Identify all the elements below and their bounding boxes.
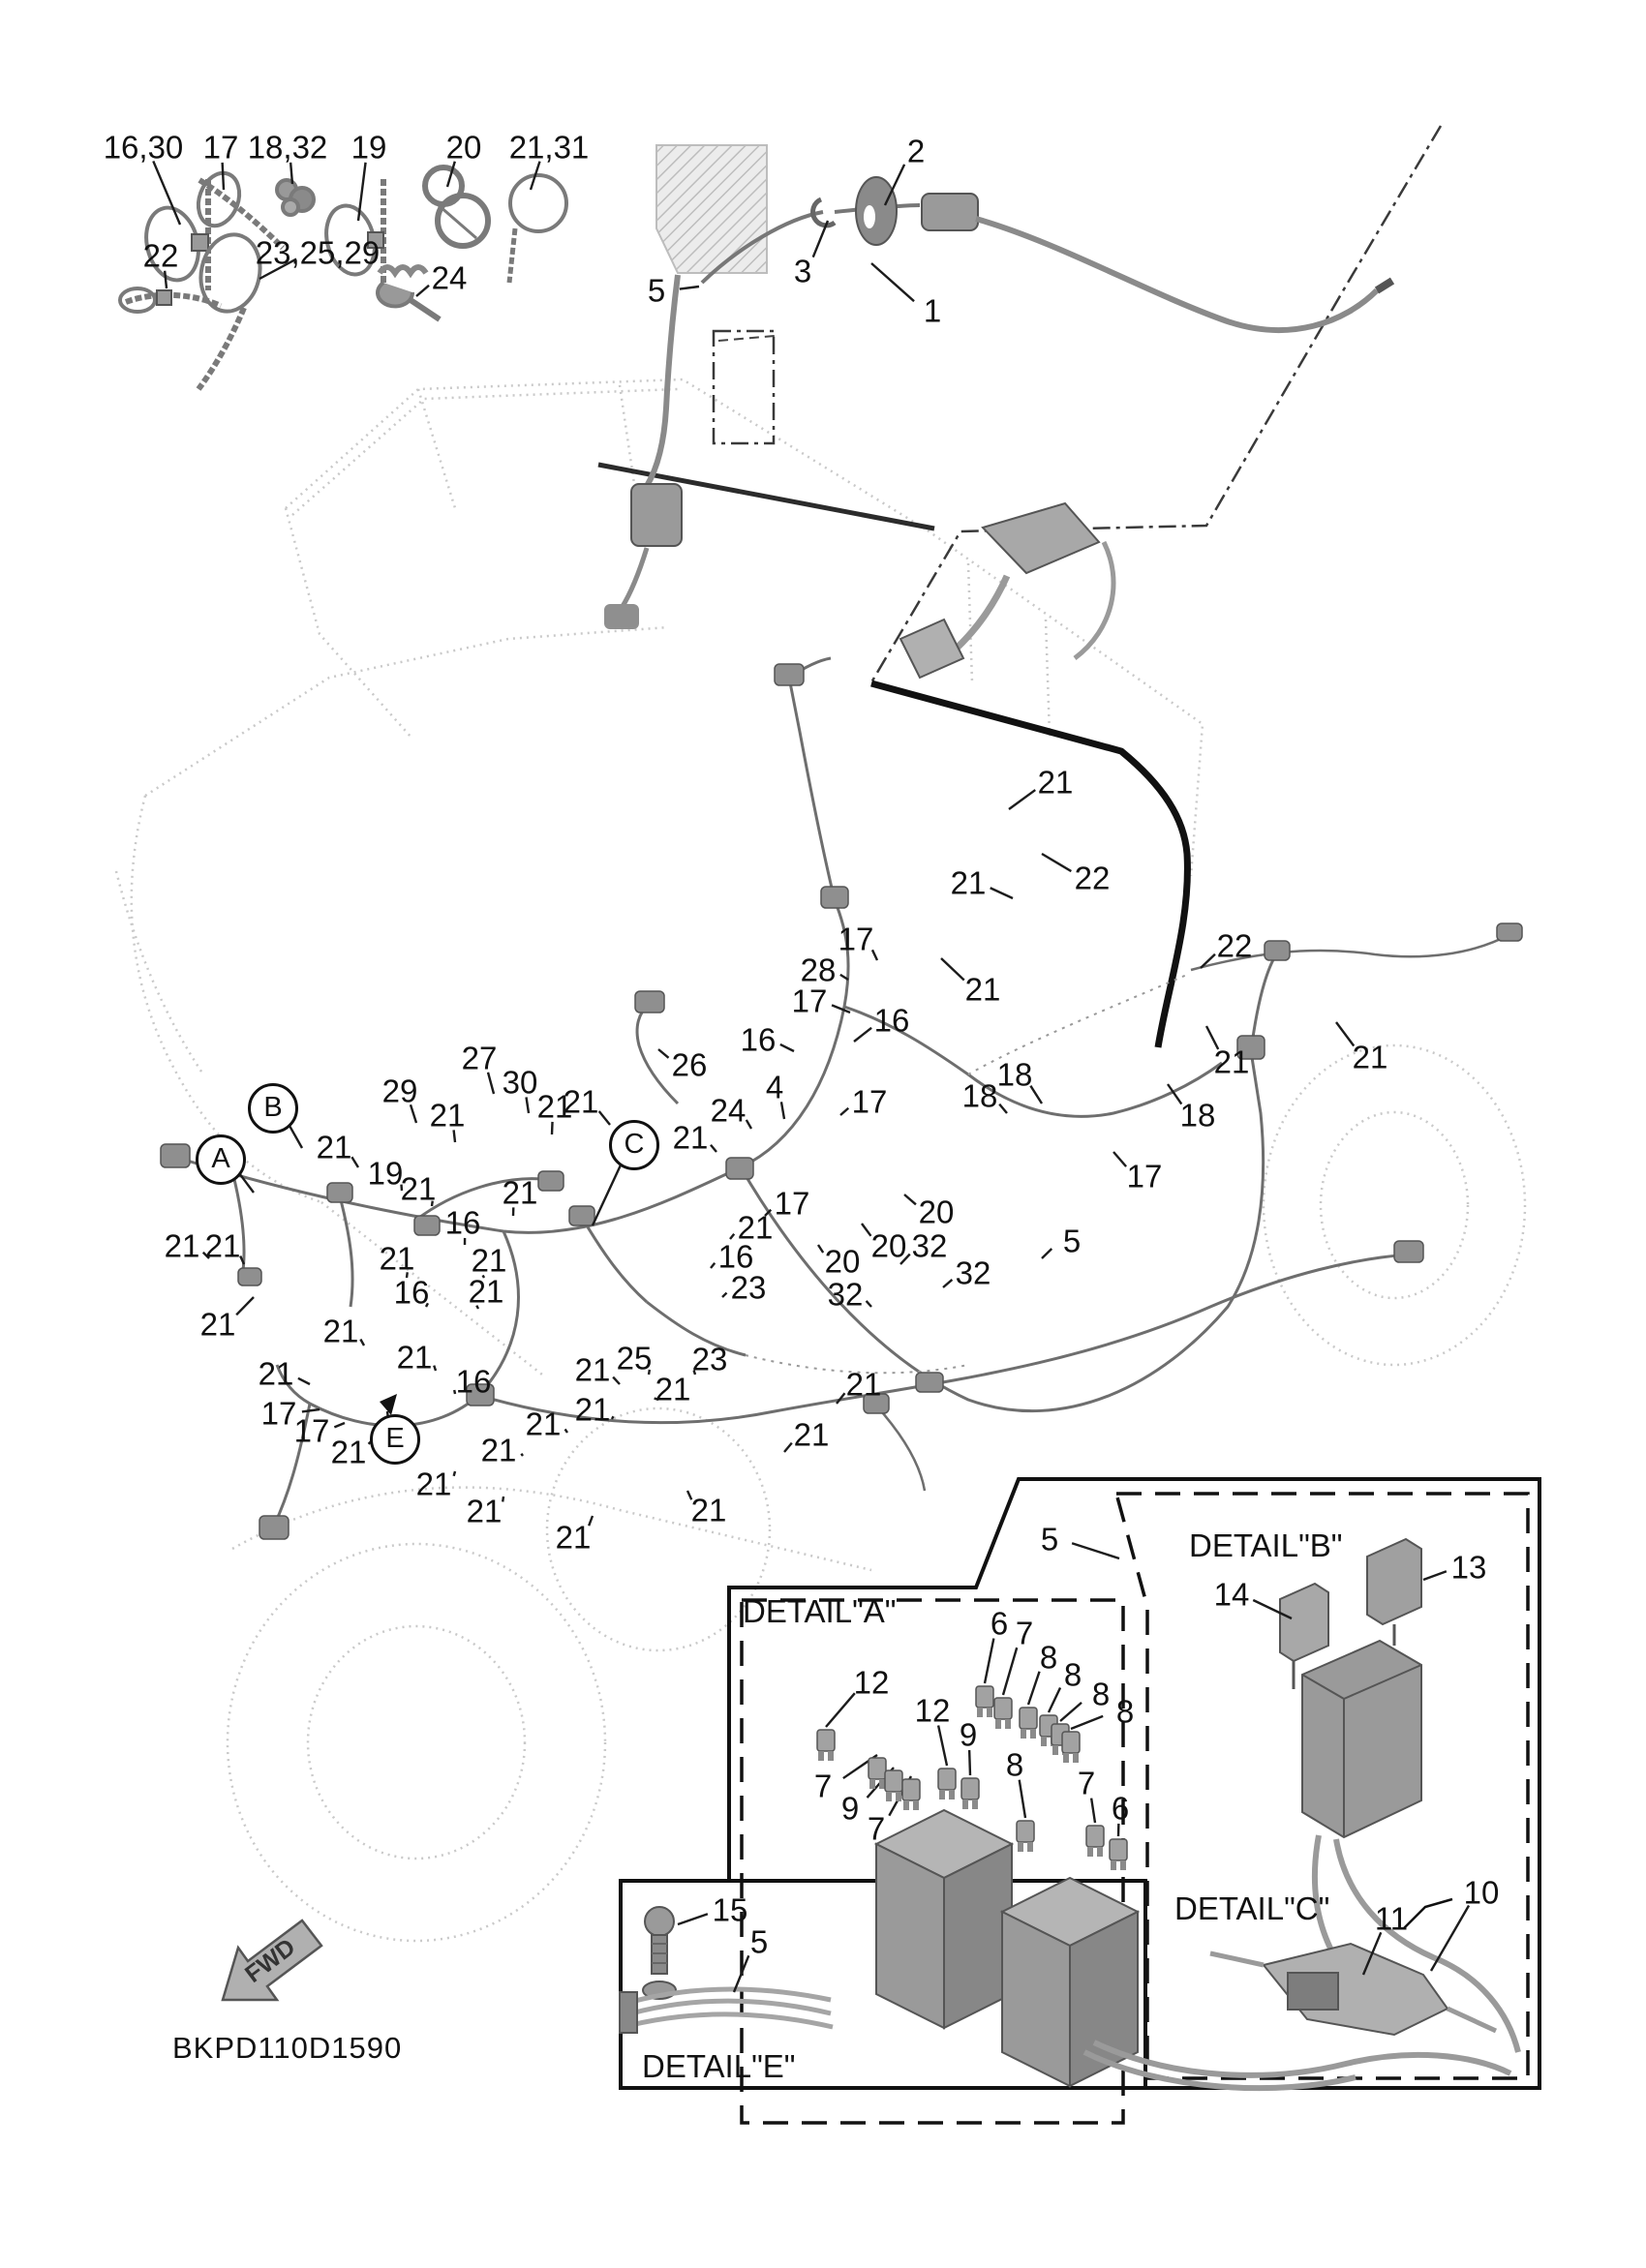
section-circle-label: C xyxy=(609,1120,659,1170)
callout-label: 21 xyxy=(574,1351,611,1388)
callout-label: 16 xyxy=(444,1204,481,1241)
callout-label: 16 xyxy=(740,1021,777,1058)
callout-label: 21 xyxy=(480,1432,517,1468)
callout-label: 19 xyxy=(367,1155,404,1192)
legend-callout: 16,30 xyxy=(103,129,184,166)
callout-label: 21 xyxy=(950,864,987,901)
callout-label: 21 xyxy=(1213,1043,1250,1080)
legend-callout: 18,32 xyxy=(247,129,328,166)
callout-label: 21 xyxy=(574,1391,611,1428)
detail-a-callout: 8 xyxy=(1091,1676,1111,1712)
callout-label: 32 xyxy=(955,1255,991,1291)
detail-a-callout: 8 xyxy=(1039,1639,1058,1676)
callout-label: 28 xyxy=(800,952,837,988)
detail-a-title: DETAIL"A" xyxy=(743,1593,897,1629)
detail-b-callout: 14 xyxy=(1213,1576,1250,1613)
detail-a-callout: 7 xyxy=(867,1810,886,1847)
callout-label: 21 xyxy=(845,1366,882,1403)
section-circle-label: B xyxy=(248,1083,298,1134)
callout-label: 21 xyxy=(400,1170,437,1207)
detail-e-callout: 5 xyxy=(749,1923,769,1960)
legend-callout: 23,25,29 xyxy=(255,234,381,271)
detail-b-callout: 13 xyxy=(1450,1549,1487,1586)
callout-label: 17 xyxy=(791,983,828,1019)
detail-c-callout: 10 xyxy=(1463,1874,1500,1911)
detail-b-title: DETAIL"B" xyxy=(1189,1527,1343,1563)
callout-label: 16 xyxy=(455,1363,492,1400)
callout-label: 21 xyxy=(164,1227,200,1264)
callout-label: 17 xyxy=(1126,1158,1163,1194)
detail-a-callout: 8 xyxy=(1115,1693,1135,1730)
detail-a-callout: 9 xyxy=(959,1716,978,1753)
callout-label: 16 xyxy=(873,1002,910,1039)
callout-label: 21 xyxy=(468,1273,504,1310)
callout-label: 21 xyxy=(379,1240,415,1277)
callout-label: 30 xyxy=(502,1064,538,1101)
callout-label: 21 xyxy=(525,1406,562,1442)
callout-label: 21 xyxy=(690,1492,727,1528)
callout-label: 3 xyxy=(793,253,812,289)
detail-e-title: DETAIL"E" xyxy=(642,2048,796,2084)
callout-label: 21 xyxy=(471,1242,507,1279)
callout-label: 23 xyxy=(730,1269,767,1306)
fwd-arrow-label: FWD xyxy=(240,1933,301,1988)
detail-a-callout: 6 xyxy=(990,1605,1009,1642)
section-circle-label: E xyxy=(370,1414,420,1465)
legend-callout: 17 xyxy=(202,129,239,166)
detail-a-callout: 7 xyxy=(1015,1615,1034,1651)
legend-callout: 22 xyxy=(142,237,179,274)
callout-label: 21 xyxy=(258,1355,294,1392)
callout-label: 20 xyxy=(824,1243,861,1280)
callout-label: 16 xyxy=(393,1274,430,1311)
callout-label: 21 xyxy=(1352,1039,1388,1075)
callout-label: 17 xyxy=(851,1083,888,1120)
detail-c-callout: 11 xyxy=(1374,1900,1409,1937)
callout-label: 5 xyxy=(1062,1223,1082,1259)
detail-a-callout: 12 xyxy=(853,1664,890,1701)
callout-label: 32 xyxy=(911,1227,948,1264)
callout-label: 21 xyxy=(199,1306,236,1343)
callout-label: 21 xyxy=(563,1083,599,1120)
legend-callout: 20 xyxy=(445,129,482,166)
callout-label: 17 xyxy=(838,921,874,957)
callout-label: 21 xyxy=(536,1088,573,1125)
callout-label: 17 xyxy=(293,1412,330,1449)
callout-label: 21 xyxy=(322,1313,359,1349)
callout-label: 5 xyxy=(647,272,666,309)
callout-label: 2 xyxy=(906,133,926,169)
callout-label: 4 xyxy=(765,1069,784,1105)
detail-a-callout: 7 xyxy=(813,1768,833,1804)
callout-label: 21 xyxy=(1037,764,1074,801)
callout-label: 21 xyxy=(330,1434,367,1470)
callout-label: 21 xyxy=(502,1174,538,1211)
callout-label: 24 xyxy=(710,1092,747,1129)
callout-label: 21 xyxy=(737,1209,774,1246)
callout-label: 18 xyxy=(1179,1097,1216,1134)
legend-callout: 21,31 xyxy=(508,129,590,166)
callout-label: 21 xyxy=(655,1371,691,1407)
legend-callout: 24 xyxy=(431,259,468,296)
callout-label: 26 xyxy=(671,1046,708,1083)
detail-a-callout: 6 xyxy=(1111,1790,1130,1827)
callout-label: 21 xyxy=(555,1519,592,1556)
callout-label: 21 xyxy=(204,1227,241,1264)
callout-label: 18 xyxy=(961,1077,998,1114)
callout-label: 32 xyxy=(827,1276,864,1313)
drawing-code: BKPD110D1590 xyxy=(172,2031,403,2065)
callout-label: 21 xyxy=(964,971,1001,1008)
callout-label: 21 xyxy=(793,1416,830,1453)
callout-label: 21 xyxy=(316,1129,352,1165)
callout-label: 16 xyxy=(717,1238,754,1275)
callout-label: 23 xyxy=(691,1341,728,1377)
callout-label: 21 xyxy=(396,1339,433,1376)
detail-a-callout: 8 xyxy=(1063,1656,1082,1693)
callout-label: 21 xyxy=(466,1493,503,1529)
callout-label: 1 xyxy=(923,292,942,329)
callout-label: 20 xyxy=(918,1194,955,1230)
callout-label: 25 xyxy=(616,1340,653,1376)
detail-a-callout: 12 xyxy=(914,1692,951,1729)
callout-label: 22 xyxy=(1216,927,1253,964)
detail-a-callout: 7 xyxy=(1077,1765,1096,1801)
callout-label: 22 xyxy=(1074,860,1111,896)
callout-label: 18 xyxy=(996,1056,1033,1093)
callout-label: 20 xyxy=(870,1227,907,1264)
callout-label: 29 xyxy=(381,1073,418,1109)
callout-label: 21 xyxy=(415,1466,452,1502)
detail-a-callout: 9 xyxy=(840,1790,860,1827)
legend-callout: 19 xyxy=(351,129,387,166)
callout-label: 27 xyxy=(461,1040,498,1076)
callout-label: 17 xyxy=(260,1395,297,1432)
callout-label: 21 xyxy=(429,1097,466,1134)
section-circle-label: A xyxy=(196,1134,246,1185)
callout-label: 5 xyxy=(1040,1521,1059,1557)
detail-e-callout: 15 xyxy=(712,1891,748,1928)
callout-label: 21 xyxy=(672,1119,709,1156)
detail-c-title: DETAIL"C" xyxy=(1174,1890,1330,1926)
detail-a-callout: 8 xyxy=(1005,1746,1024,1783)
callout-label: 17 xyxy=(774,1185,810,1222)
